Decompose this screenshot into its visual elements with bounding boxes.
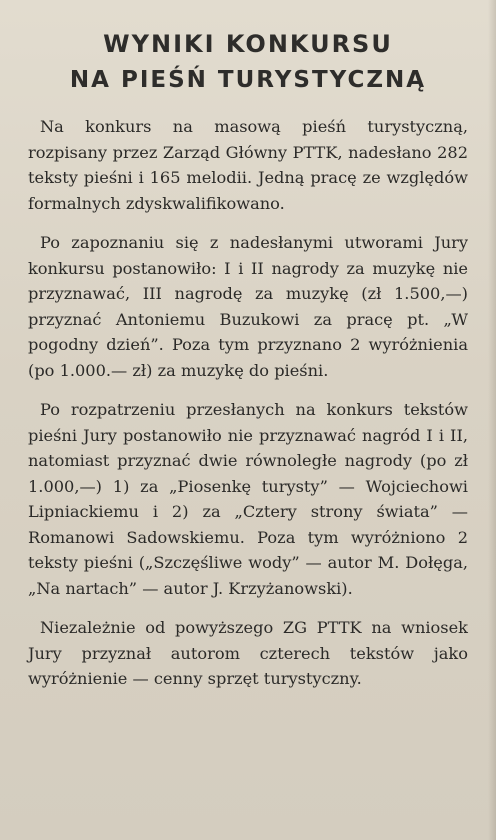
article-body	[28, 114, 468, 692]
article-paragraph-1: Na konkurs na masową pieśń turystyczną, rozpisany przez Zarząd Główny PTTK, nadesłano 282 teksty pieśni i 165 melodii. Jedną pracę ze względów formalnych zdyskwalifikowano.	[28, 117, 468, 213]
article-paragraph-4: Niezależnie od powyższego ZG PTTK na wniosek Jury przyznał autorom czterech tekstów jako wyróżnienie — cenny sprzęt turystyczny.	[28, 618, 468, 688]
article-paragraph-2: Po zapoznaniu się z nadesłanymi utworami Jury konkursu postanowiło: I i II nagrody za muzykę nie przyznawać, III nagrodę za muzykę (zł 1.500,—) przyznać Antoniemu Buzukowi za pracę pt. „W pogodny dzień”. Poza tym przyznano 2 wyróżnienia (po 1.000.— zł) za muzykę do pieśni.	[28, 233, 468, 380]
article-title-line-1: WYNIKI KONKURSU	[103, 30, 393, 58]
paper-edge-shadow	[488, 0, 496, 840]
article-title	[28, 26, 468, 98]
article-title-line-2: NA PIEŚŃ TURYSTYCZNĄ	[69, 67, 427, 93]
article-paragraph-3: Po rozpatrzeniu przesłanych na konkurs tekstów pieśni Jury postanowiło nie przyznawać nagród I i II, natomiast przyznać dwie równoległe nagrody (po zł 1.000,—) 1) za „Piosenkę turysty” — Wojciechowi Lipniackiemu i 2) za „Cztery strony świata” — Romanowi Sadowskiemu. Poza tym wyróżniono 2 teksty pieśni („Szczęśliwe wody” — autor M. Dołęga, „Na nartach” — autor J. Krzyżanowski).	[28, 400, 468, 598]
